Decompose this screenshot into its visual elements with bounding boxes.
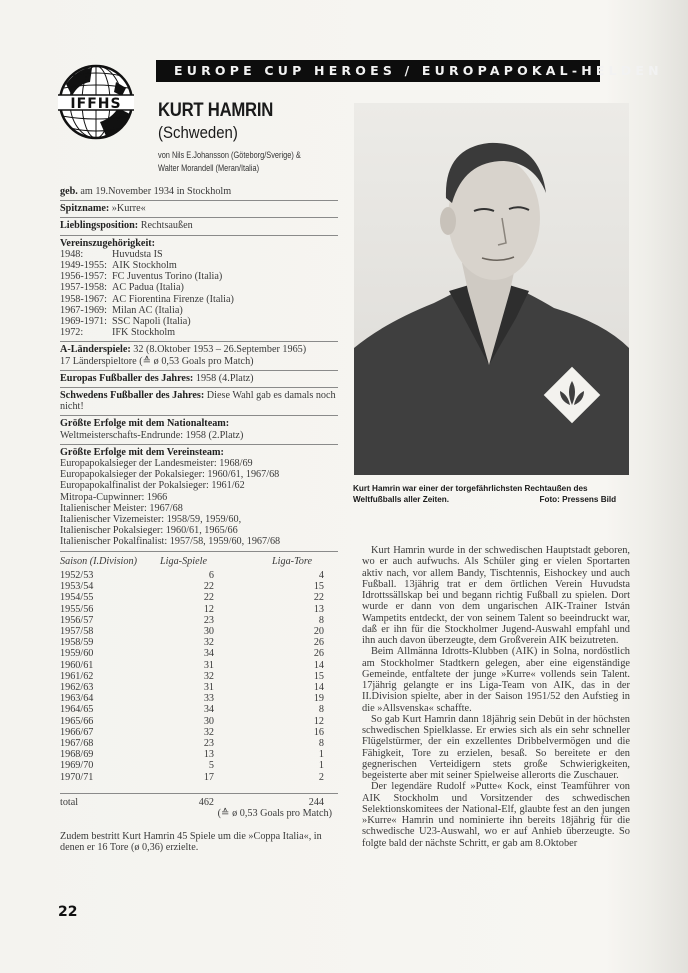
clubs-section	[60, 236, 338, 343]
title-block	[158, 100, 348, 175]
stats-season: 1959/60	[60, 648, 94, 660]
club-row	[60, 260, 338, 271]
stats-row	[60, 604, 338, 615]
stats-row	[60, 570, 338, 581]
photo-credit: Foto: Pressens Bild	[539, 494, 617, 504]
stats-row	[60, 772, 338, 783]
euro-player-value: 1958 (4.Platz)	[195, 372, 254, 384]
photo-caption	[353, 483, 616, 505]
club-name: IFK Stockholm	[112, 327, 176, 339]
stats-header-goals: Liga-Tore	[272, 555, 313, 567]
stats-goals: 8	[318, 737, 324, 749]
stats-games: 12	[203, 603, 214, 615]
born-section	[60, 184, 338, 201]
club-success-section	[60, 445, 338, 552]
club-name: AC Padua (Italia)	[112, 282, 184, 294]
stats-row	[60, 581, 338, 592]
stats-total-row	[60, 793, 338, 808]
stats-goals: 4	[318, 569, 324, 581]
caps-label: A-Länderspiele:	[60, 344, 131, 356]
clubs-list	[60, 249, 338, 339]
club-success-item: Italienischer Vizemeister: 1958/59, 1959/60,	[60, 514, 242, 526]
stats-season: 1957/58	[60, 625, 94, 637]
club-success-list	[60, 458, 338, 548]
stats-row	[60, 704, 338, 715]
article-paragraph: Der legendäre Rudolf »Putte« Kock, einst Teamführer von AIK Stockholm und Vorsitzender des schwedischen Selektionskomitees der National-Elf, glaubte fest an den jungen »Kurre« Hamrin und nominierte ihn bereits 18jährig für die schwedische U23-Auswahl, wo er auf Anhieb überzeugte. So folgte bald der nächste Schritt, er gab am 8.Oktober	[362, 781, 630, 849]
stats-goals: 19	[313, 693, 324, 705]
stats-games: 22	[203, 581, 214, 593]
authors	[158, 149, 314, 175]
stats-goals: 8	[318, 704, 324, 716]
stats-goals: 2	[318, 771, 324, 783]
stats-row	[60, 648, 338, 659]
stats-header-games: Liga-Spiele	[160, 555, 207, 567]
stats-goals: 14	[313, 659, 324, 671]
authors-line-1: von Nils E.Johansson (Göteborg/Sverige) &	[158, 150, 301, 160]
player-name: KURT HAMRIN	[158, 100, 274, 121]
stats-games: 34	[203, 648, 214, 660]
stats-games: 32	[203, 637, 214, 649]
club-success-item: Europapokalsieger der Landesmeister: 1968/69	[60, 458, 253, 470]
club-years: 1972:	[60, 327, 84, 339]
stats-goals: 26	[313, 637, 324, 649]
caps-value: 32 (8.Oktober 1953 – 26.September 1965)	[133, 344, 307, 356]
club-years: 1957-1958:	[60, 282, 107, 294]
player-country: (Schweden)	[158, 123, 238, 142]
stats-row	[60, 626, 338, 637]
euro-player-label: Europas Fußballer des Jahres:	[60, 372, 194, 384]
stats-season: 1965/66	[60, 715, 94, 727]
stats-goals: 12	[313, 715, 324, 727]
caps-goals: 17 Länderspieltore (≙ ø 0,53 Goals pro Match)	[60, 355, 254, 367]
stats-season: 1961/62	[60, 670, 94, 682]
stats-goals: 15	[313, 670, 324, 682]
stats-header-row	[60, 556, 338, 570]
stats-goals: 1	[318, 760, 324, 772]
clubs-label: Vereinszugehörigkeit:	[60, 237, 156, 249]
club-years: 1956-1957:	[60, 271, 107, 283]
club-row	[60, 316, 338, 327]
born-value: am 19.November 1934 in Stockholm	[80, 186, 232, 197]
stats-season: 1969/70	[60, 760, 94, 772]
stats-games: 17	[203, 771, 214, 783]
article-paragraph: Beim Allmänna Idrotts-Klubben (AIK) in Solna, nordöstlich am Stockholmer Stadtkern gelegen, aber eine eigenständige Gemeinde, entfaltete der junge »Kurre« vollends sein Talent. 17jährig gelangte er ins Liga-Team von AIK, das in der II.Division spielte, aber in der Saison 1951/52 den Aufstieg in die »Allsvenska« schaffte.	[362, 646, 630, 714]
stats-season: 1955/56	[60, 603, 94, 615]
club-row	[60, 327, 338, 338]
section-banner: EUROPE CUP HEROES / EUROPAPOKAL-HELDEN	[156, 60, 600, 82]
position-label: Lieblingsposition:	[60, 220, 139, 232]
stats-goals: 22	[313, 592, 324, 604]
stats-table	[60, 556, 338, 819]
stats-games: 5	[208, 760, 214, 772]
stats-games: 34	[203, 704, 214, 716]
nickname-label: Spitzname:	[60, 203, 110, 215]
stats-games: 32	[203, 726, 214, 738]
player-photo	[354, 103, 629, 475]
stats-row	[60, 660, 338, 671]
profile-column	[60, 184, 338, 854]
stats-games: 31	[203, 681, 214, 693]
stats-season: 1966/67	[60, 726, 94, 738]
club-success-item: Europapokalfinalist der Pokalsieger: 1961/62	[60, 480, 245, 492]
stats-games: 30	[203, 625, 214, 637]
stats-row	[60, 760, 338, 771]
club-name: Huvudsta IS	[112, 248, 163, 260]
stats-goals: 14	[313, 681, 324, 693]
stats-season: 1962/63	[60, 681, 94, 693]
club-years: 1958-1967:	[60, 293, 107, 305]
portrait-image	[354, 103, 629, 475]
club-success-item: Italienischer Meister: 1967/68	[60, 502, 183, 514]
stats-season: 1956/57	[60, 614, 94, 626]
stats-row	[60, 693, 338, 704]
born-label: geb.	[60, 186, 78, 197]
stats-total-games: 462	[198, 796, 214, 808]
stats-games: 30	[203, 715, 214, 727]
page-number: 22	[58, 904, 78, 920]
stats-season: 1960/61	[60, 659, 94, 671]
club-name: AIK Stockholm	[112, 260, 177, 272]
stats-goals: 13	[313, 603, 324, 615]
club-row	[60, 294, 338, 305]
stats-season: 1963/64	[60, 693, 94, 705]
stats-games: 32	[203, 670, 214, 682]
stats-total-goals: 244	[308, 796, 324, 808]
euro-player-section	[60, 371, 338, 388]
club-row	[60, 271, 338, 282]
stats-season: 1958/59	[60, 637, 94, 649]
stats-goals: 26	[313, 648, 324, 660]
stats-body	[60, 570, 338, 783]
stats-season: 1970/71	[60, 771, 94, 783]
stats-games: 6	[208, 569, 214, 581]
club-success-item: Mitropa-Cupwinner: 1966	[60, 491, 168, 503]
club-name: FC Juventus Torino (Italia)	[112, 271, 223, 283]
stats-games: 13	[203, 749, 214, 761]
national-success-section	[60, 416, 338, 444]
swe-player-label: Schwedens Fußballer des Jahres:	[60, 390, 205, 402]
position-value: Rechtsaußen	[140, 220, 193, 232]
stats-row	[60, 738, 338, 749]
club-row	[60, 282, 338, 293]
stats-season: 1968/69	[60, 749, 94, 761]
club-row	[60, 305, 338, 316]
stats-games: 22	[203, 592, 214, 604]
club-name: Milan AC (Italia)	[112, 304, 183, 316]
club-years: 1967-1969:	[60, 304, 107, 316]
stats-row	[60, 727, 338, 738]
stats-goals: 8	[318, 614, 324, 626]
club-name: SSC Napoli (Italia)	[112, 316, 191, 328]
club-years: 1949-1955:	[60, 260, 107, 272]
national-success-label: Größte Erfolge mit dem Nationalteam:	[60, 418, 230, 430]
club-success-item: Italienischer Pokalsieger: 1960/61, 1965/66	[60, 525, 238, 537]
stats-season: 1952/53	[60, 569, 94, 581]
club-success-item: Italienischer Pokalfinalist: 1957/58, 1959/60, 1967/68	[60, 536, 281, 548]
stats-row	[60, 615, 338, 626]
stats-games: 23	[203, 737, 214, 749]
club-success-label: Größte Erfolge mit dem Vereinsteam:	[60, 446, 224, 458]
club-years: 1948:	[60, 248, 84, 260]
stats-row	[60, 749, 338, 760]
club-name: AC Fiorentina Firenze (Italia)	[112, 293, 234, 305]
iffhs-logo	[56, 62, 136, 142]
article-paragraph: So gab Kurt Hamrin dann 18jährig sein Debüt in der höchsten schwedischen Spielklasse. Er erwies sich als ein sehr schneller Flügelstürmer, der ein exzellentes Dribbelvermögen und die Fähigkeit, Tore zu erzielen, besaß. So bereitete er den gegnerischen Verteidigern stets große Schwierigkeiten, begeisterte aber mit seiner Spielweise allerorts die Zuschauer.	[362, 713, 630, 781]
swe-player-value: Diese Wahl gab es damals noch nicht!	[60, 390, 336, 413]
stats-goals: 16	[313, 726, 324, 738]
position-section	[60, 218, 338, 235]
stats-season: 1964/65	[60, 704, 94, 716]
stats-row	[60, 682, 338, 693]
stats-row	[60, 637, 338, 648]
club-years: 1969-1971:	[60, 316, 107, 328]
stats-goals: 15	[313, 581, 324, 593]
stats-header-season: Saison (I.Division)	[60, 555, 137, 567]
nickname-value: »Kurre«	[111, 203, 146, 215]
club-row	[60, 249, 338, 260]
article-body	[362, 545, 630, 849]
caption-text: Kurt Hamrin war einer der torgefährlichsten Rechtaußen des Weltfußballs aller Zeiten.	[353, 483, 588, 504]
stats-season: 1954/55	[60, 592, 94, 604]
stats-total-label: total	[60, 796, 79, 808]
caps-section	[60, 342, 338, 370]
stats-row	[60, 716, 338, 727]
stats-goals: 1	[318, 749, 324, 761]
stats-goals: 20	[313, 625, 324, 637]
club-success-item: Europapokalsieger der Pokalsieger: 1960/61, 1967/68	[60, 469, 280, 481]
authors-line-2: Walter Morandell (Meran/Italia)	[158, 163, 260, 173]
logo-text: IFFHS	[70, 96, 122, 112]
stats-season: 1953/54	[60, 581, 94, 593]
swe-player-section	[60, 388, 338, 416]
stats-total-note: (≙ ø 0,53 Goals pro Match)	[217, 807, 332, 819]
coppa-note: Zudem bestritt Kurt Hamrin 45 Spiele um die »Coppa Italia«, in denen er 16 Tore (ø 0,36) erzielte.	[60, 831, 322, 854]
stats-games: 23	[203, 614, 214, 626]
stats-season: 1967/68	[60, 737, 94, 749]
stats-games: 33	[203, 693, 214, 705]
nickname-section	[60, 201, 338, 218]
stats-games: 31	[203, 659, 214, 671]
national-success-value: Weltmeisterschafts-Endrunde: 1958 (2.Platz)	[60, 429, 244, 441]
stats-row	[60, 671, 338, 682]
stats-row	[60, 592, 338, 603]
article-paragraph: Kurt Hamrin wurde in der schwedischen Hauptstadt geboren, wo er auch aufwuchs. Als Schüler ging er vielen Sportarten aktiv nach, vor allem Bandy, Tischtennis, Eishockey und auch Fußball. 13jährig trat er dem örtlichen Verein Huvudsta Idrottssällskap bei und begann richtig Fußball zu spielen. Dort wurde er dann von dem ungarischen AIK-Trainer István Wampetits entdeckt, der von seinem Talent so beeindruckt war, daß er ihn für die Stockholmer Jugend-Auswahl empfahl und ihn auch davon überzeugte, dem Großverein AIK beizutreten.	[362, 545, 630, 646]
globe-football-icon	[56, 62, 136, 142]
